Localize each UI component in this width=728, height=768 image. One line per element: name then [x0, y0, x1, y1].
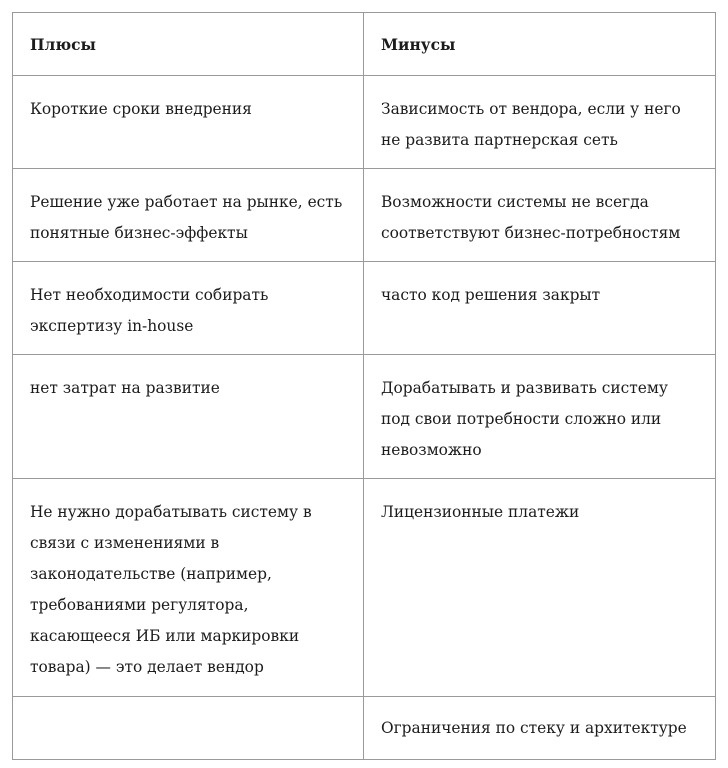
pros-cell: Нет необходимости собирать экспертизу in-house — [13, 262, 364, 355]
header-cons: Минусы — [364, 13, 716, 76]
pros-cell-empty — [13, 697, 364, 760]
cons-cell: Лицензионные платежи — [364, 479, 716, 697]
cons-cell: Дорабатывать и развивать систему под свои потребности сложно или невозможно — [364, 355, 716, 479]
pros-cell: нет затрат на развитие — [13, 355, 364, 479]
header-pros: Плюсы — [13, 13, 364, 76]
cons-cell: Ограничения по стеку и архитектуре — [364, 697, 716, 760]
table-row — [13, 262, 716, 355]
table-row — [13, 479, 716, 697]
table-header-row — [13, 13, 716, 76]
pros-cell: Короткие сроки внедрения — [13, 76, 364, 169]
cons-cell: часто код решения закрыт — [364, 262, 716, 355]
table-row — [13, 697, 716, 760]
pros-cons-table — [12, 12, 716, 760]
table-row — [13, 76, 716, 169]
cons-cell: Возможности системы не всегда соответствуют бизнес-потребностям — [364, 169, 716, 262]
pros-cell: Не нужно дорабатывать систему в связи с изменениями в законодательстве (например, требованиями регулятора, касающееся ИБ или маркировки товара) — это делает вендор — [13, 479, 364, 697]
cons-cell: Зависимость от вендора, если у него не развита партнерская сеть — [364, 76, 716, 169]
pros-cell: Решение уже работает на рынке, есть понятные бизнес-эффекты — [13, 169, 364, 262]
table-row — [13, 355, 716, 479]
table-row — [13, 169, 716, 262]
